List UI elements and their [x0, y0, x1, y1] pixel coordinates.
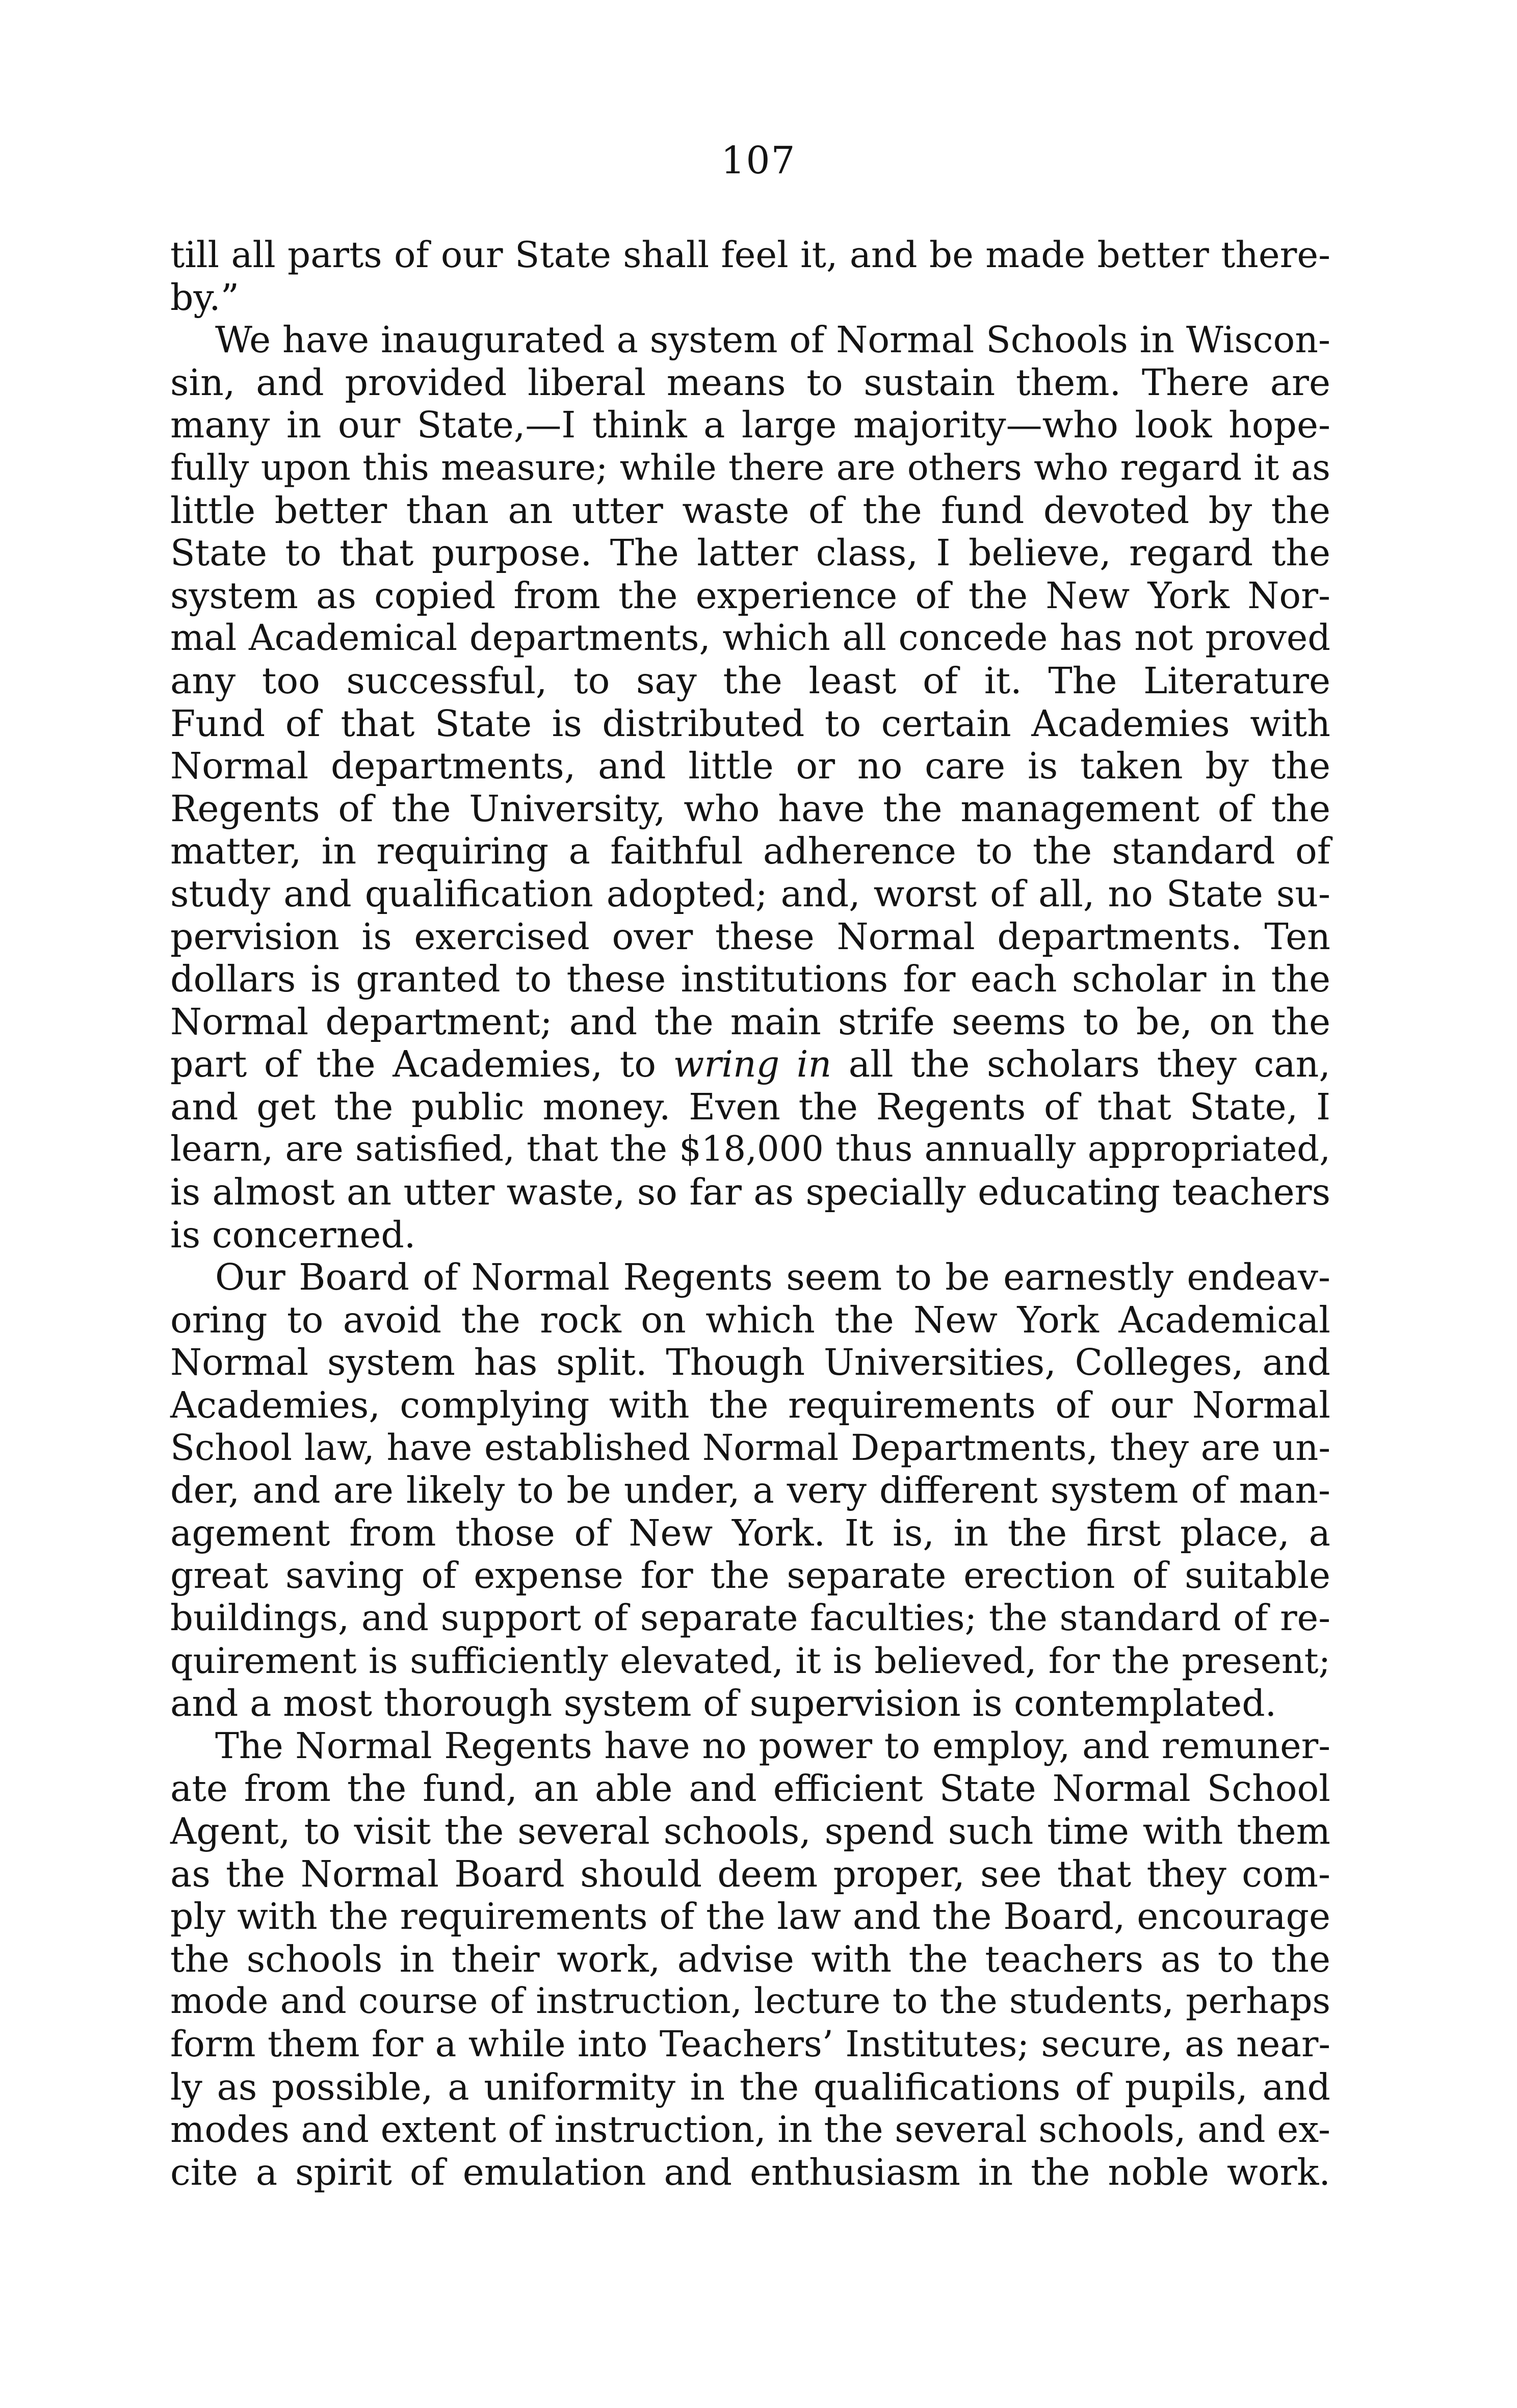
text-line: and get the public money. Even the Regents of that State, I: [170, 1085, 1330, 1128]
text-line: Agent, to visit the several schools, spend such time with them: [170, 1810, 1330, 1852]
text-line: sin, and provided liberal means to sustain them. There are: [170, 361, 1330, 404]
text-line: great saving of expense for the separate erection of suitable: [170, 1554, 1330, 1597]
text-line: Normal department; and the main strife seems to be, on the: [170, 1000, 1330, 1043]
text-line: Normal system has split. Though Universities, Colleges, and: [170, 1341, 1330, 1384]
text-line: by.”: [170, 276, 239, 319]
text-segment: part of the Academies, to: [170, 1043, 673, 1086]
text-line: study and qualification adopted; and, worst of all, no State su-: [170, 872, 1330, 915]
text-line: pervision is exercised over these Normal departments. Ten: [170, 915, 1330, 958]
text-line: is concerned.: [170, 1213, 416, 1256]
paragraph-start-line: We have inaugurated a system of Normal Schools in Wiscon-: [215, 319, 1330, 361]
text-line: dollars is granted to these institutions for each scholar in the: [170, 958, 1330, 1001]
page-number: 107: [721, 139, 796, 182]
text-line: State to that purpose. The latter class, I believe, regard the: [170, 532, 1330, 574]
body-text: [170, 233, 1330, 2193]
text-line: der, and are likely to be under, a very different system of man-: [170, 1469, 1330, 1512]
text-line: buildings, and support of separate faculties; the standard of re-: [170, 1597, 1330, 1639]
text-line-with-italic: [170, 1043, 1330, 1086]
text-line: ly as possible, a uniformity in the qualifications of pupils, and: [170, 2065, 1330, 2108]
text-line: system as copied from the experience of the New York Nor-: [170, 574, 1330, 617]
paragraph-start-line: Our Board of Normal Regents seem to be earnestly endeav-: [215, 1256, 1330, 1299]
text-line: Academies, complying with the requirements of our Normal: [170, 1384, 1330, 1427]
text-line: ply with the requirements of the law and the Board, encourage: [170, 1895, 1330, 1938]
text-line: Fund of that State is distributed to certain Academies with: [170, 702, 1330, 745]
text-line: the schools in their work, advise with the teachers as to the: [170, 1938, 1330, 1980]
text-line: as the Normal Board should deem proper, see that they com-: [170, 1852, 1330, 1895]
text-line: Normal departments, and little or no care is taken by the: [170, 745, 1330, 788]
text-line: quirement is sufficiently elevated, it is believed, for the present;: [170, 1640, 1330, 1682]
text-line: is almost an utter waste, so far as specially educating teachers: [170, 1171, 1330, 1214]
text-line: agement from those of New York. It is, in the first place, a: [170, 1511, 1330, 1554]
text-line: till all parts of our State shall feel it, and be made better there-: [170, 233, 1330, 276]
text-line: and a most thorough system of supervision is contemplated.: [170, 1682, 1277, 1725]
paragraph-start-line: The Normal Regents have no power to employ, and remuner-: [215, 1724, 1330, 1767]
text-segment: all the scholars they can,: [831, 1043, 1330, 1086]
text-line: fully upon this measure; while there are others who regard it as: [170, 447, 1330, 488]
text-line: matter, in requiring a faithful adherence to the standard of: [170, 830, 1330, 873]
text-line: mode and course of instruction, lecture to the students, perhaps: [170, 1981, 1330, 2022]
text-line: form them for a while into Teachers’ Institutes; secure, as near-: [170, 2023, 1330, 2065]
text-line: many in our State,—I think a large majority—who look hope-: [170, 404, 1330, 447]
text-line: Regents of the University, who have the management of the: [170, 787, 1330, 830]
text-line: little better than an utter waste of the fund devoted by the: [170, 489, 1330, 532]
text-line: mal Academical departments, which all concede has not proved: [170, 617, 1330, 659]
text-line: any too successful, to say the least of it. The Literature: [170, 659, 1330, 702]
text-line: School law, have established Normal Departments, they are un-: [170, 1426, 1330, 1469]
text-line: oring to avoid the rock on which the New York Academical: [170, 1298, 1330, 1341]
text-line: modes and extent of instruction, in the several schools, and ex-: [170, 2108, 1330, 2151]
text-line: ate from the fund, an able and efficient State Normal School: [170, 1767, 1330, 1810]
text-line: cite a spirit of emulation and enthusiasm in the noble work.: [170, 2151, 1330, 2193]
text-line: learn, are satisfied, that the $18,000 thus annually appropriated,: [170, 1129, 1330, 1170]
italic-phrase: wring in: [673, 1043, 832, 1086]
